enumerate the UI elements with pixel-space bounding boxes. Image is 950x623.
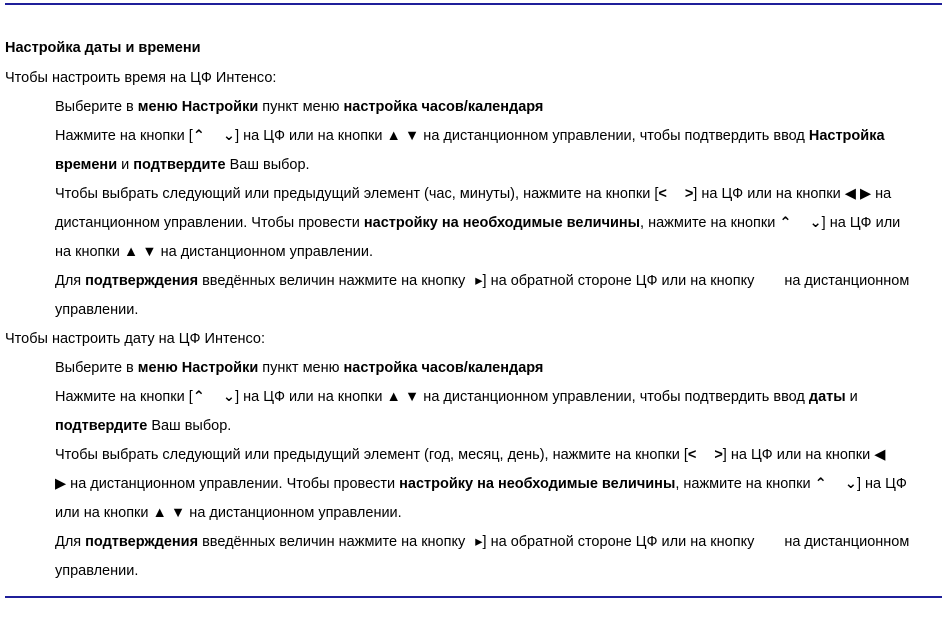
time-step3-line2: дистанционном управлении. Чтобы провести настройку на необходимые величины, нажмите на кнопки ⌃ ⌄] на ЦФ или [55, 215, 901, 231]
date-step2-line2: подтвердите Ваш выбор. [55, 418, 232, 434]
triangle-right-icon: ▶ [55, 476, 67, 492]
date-step1: Выберите в меню Настройки пункт меню настройка часов/календаря [55, 360, 544, 376]
time-step4-line2: управлении. [55, 302, 139, 318]
triangle-right-icon: ▶ [859, 186, 872, 202]
triangle-down-icon: ▼ [404, 389, 420, 405]
chevron-down-icon: ⌄ [222, 389, 236, 405]
chevron-left-icon: < [687, 447, 697, 463]
date-step4-line2: управлении. [55, 563, 139, 579]
triangle-left-icon: ◀ [874, 447, 886, 463]
chevron-up-icon: ⌃ [192, 128, 205, 144]
time-intro: Чтобы настроить время на ЦФ Интенсо: [5, 70, 277, 86]
time-step2-line2: времени и подтвердите Ваш выбор. [55, 157, 310, 173]
chevron-right-icon: > [714, 447, 723, 463]
time-step4-line1: Для подтверждения введённых величин нажмите на кнопку ▸] на обратной стороне ЦФ или на кнопку на дистанционном [55, 273, 910, 289]
time-step3-line3: на кнопки ▲ ▼ на дистанционном управлении. [55, 244, 373, 260]
triangle-up-icon: ▲ [386, 389, 401, 405]
bottom-rule [5, 596, 942, 598]
play-icon: ▸ [475, 534, 483, 550]
top-rule [5, 3, 942, 5]
triangle-down-icon: ▼ [404, 128, 420, 144]
triangle-down-icon: ▼ [142, 244, 157, 260]
triangle-up-icon: ▲ [123, 244, 139, 260]
chevron-up-icon: ⌃ [779, 215, 792, 231]
page-heading: Настройка даты и времени [5, 40, 201, 56]
chevron-down-icon: ⌄ [809, 215, 822, 231]
date-step3-line3: или на кнопки ▲ ▼ на дистанционном управлении. [55, 505, 402, 521]
triangle-up-icon: ▲ [386, 128, 401, 144]
date-intro: Чтобы настроить дату на ЦФ Интенсо: [5, 331, 266, 347]
triangle-left-icon: ◀ [844, 186, 856, 202]
chevron-up-icon: ⌃ [814, 476, 827, 492]
time-step1: Выберите в меню Настройки пункт меню настройка часов/календаря [55, 99, 544, 115]
time-step2-line1: Нажмите на кнопки [⌃ ⌄] на ЦФ или на кнопки ▲ ▼ на дистанционном управлении, чтобы подтвердить ввод Настройка [55, 128, 885, 144]
time-step3-line1: Чтобы выбрать следующий или предыдущий элемент (час, минуты), нажмите на кнопки [< >] на ЦФ или на кнопки ◀ ▶ на [55, 186, 892, 202]
chevron-right-icon: > [684, 186, 694, 202]
date-step4-line1: Для подтверждения введённых величин нажмите на кнопку ▸] на обратной стороне ЦФ или на кнопку на дистанционном [55, 534, 910, 550]
triangle-up-icon: ▲ [152, 505, 167, 521]
chevron-left-icon: < [658, 186, 667, 202]
play-icon: ▸ [475, 273, 483, 289]
chevron-down-icon: ⌄ [222, 128, 236, 144]
date-step3-line1: Чтобы выбрать следующий или предыдущий элемент (год, месяц, день), нажмите на кнопки [< >] на ЦФ или на кнопки ◀ [55, 447, 886, 463]
chevron-up-icon: ⌃ [192, 389, 205, 405]
date-step3-line2: ▶ на дистанционном управлении. Чтобы провести настройку на необходимые величины, нажмите на кнопки ⌃ ⌄] на ЦФ [55, 476, 907, 492]
date-step2-line1: Нажмите на кнопки [⌃ ⌄] на ЦФ или на кнопки ▲ ▼ на дистанционном управлении, чтобы подтвердить ввод даты и [55, 389, 858, 405]
triangle-down-icon: ▼ [170, 505, 186, 521]
chevron-down-icon: ⌄ [844, 476, 857, 492]
